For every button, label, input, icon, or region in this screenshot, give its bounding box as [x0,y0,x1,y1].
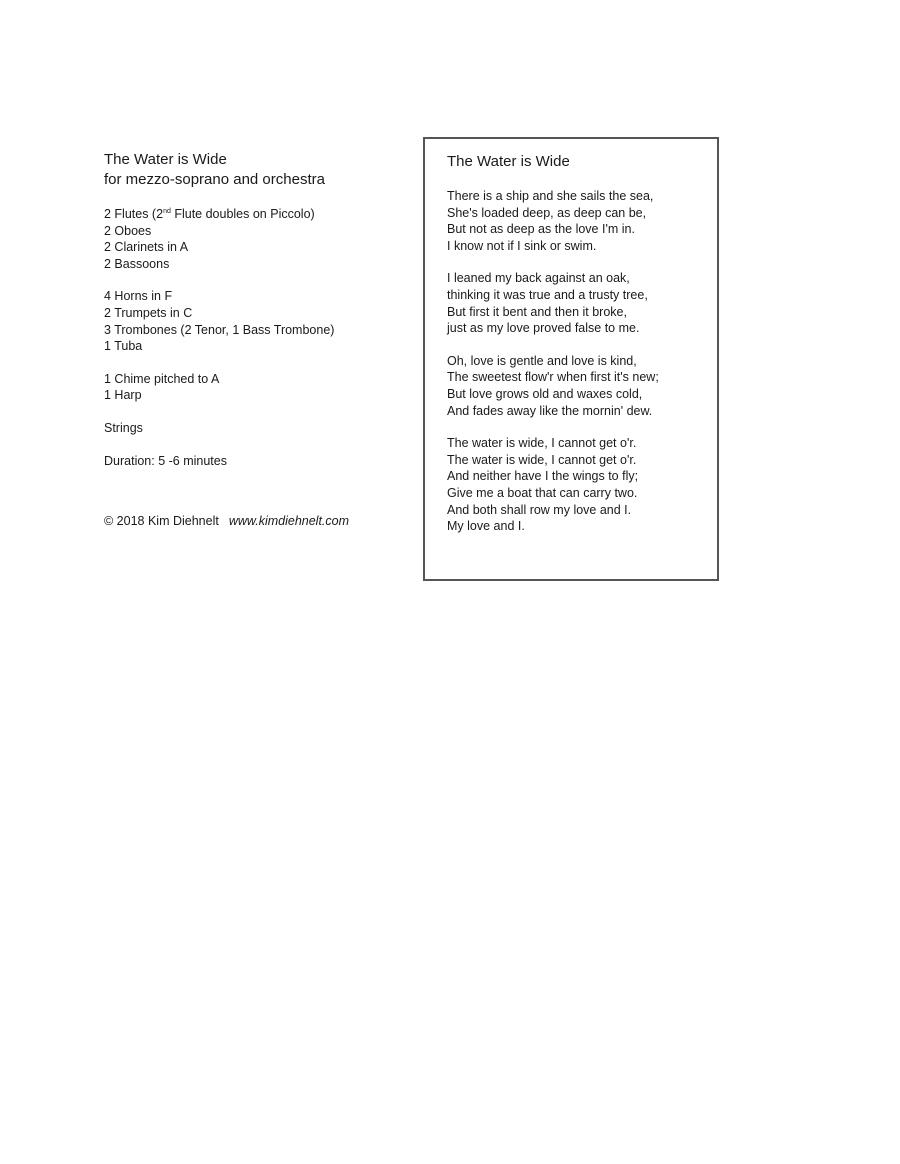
instrument-line: 2 Trumpets in C [104,305,193,320]
lyric-line: But first it bent and then it broke, [447,304,627,319]
brass-list [104,288,404,354]
instrument-line: 2 Flutes (2nd Flute doubles on Piccolo) [104,207,315,221]
lyrics-stanza [447,270,697,336]
lyrics-stanza [447,353,697,419]
lyric-line: I leaned my back against an oak, [447,271,630,286]
copyright-text: © 2018 Kim Diehnelt [104,514,219,529]
lyric-line: The water is wide, I cannot get o'r. [447,452,637,467]
instrument-line: 1 Tuba [104,339,143,354]
lyric-line: Give me a boat that can carry two. [447,485,638,500]
lyric-line: There is a ship and she sails the sea, [447,189,654,203]
percussion-list [104,371,404,404]
instrument-line: 2 Clarinets in A [104,240,189,255]
instrument-line: 1 Chime pitched to A [104,371,220,386]
instrument-line: 3 Trombones (2 Tenor, 1 Bass Trombone) [104,322,335,337]
lyric-line: And both shall row my love and I. [447,502,632,517]
instrument-line: 1 Harp [104,388,142,403]
lyric-line: The water is wide, I cannot get o'r. [447,436,637,451]
lyrics-title: The Water is Wide [447,153,570,170]
website-link[interactable]: www.kimdiehnelt.com [228,514,350,529]
lyrics-stanza [447,188,697,254]
copyright-line [104,513,404,530]
lyric-line: She's loaded deep, as deep can be, [447,205,647,220]
piece-subtitle: for mezzo-soprano and orchestra [104,171,325,188]
lyric-line: just as my love proved false to me. [447,321,640,336]
lyrics-stanza [447,435,697,535]
lyrics-box [423,137,719,581]
lyric-line: And fades away like the mornin' dew. [447,403,653,418]
lyric-line: My love and I. [447,519,525,534]
lyric-line: But not as deep as the love I'm in. [447,222,635,237]
woodwinds-list [104,206,404,272]
lyric-line: The sweetest flow'r when first it's new; [447,370,659,385]
ordinal-superscript: nd [163,207,171,215]
instrument-line: 2 Bassoons [104,256,170,271]
lyric-line: I know not if I sink or swim. [447,238,597,253]
strings-line: Strings [104,420,143,435]
piece-title: The Water is Wide [104,151,227,168]
lyric-line: But love grows old and waxes cold, [447,386,643,401]
instrument-line: 2 Oboes [104,223,152,238]
lyric-line: Oh, love is gentle and love is kind, [447,353,637,368]
instrumentation-column [104,150,404,530]
instrument-line: 4 Horns in F [104,289,173,304]
lyric-line: thinking it was true and a trusty tree, [447,287,648,302]
lyric-line: And neither have I the wings to fly; [447,469,639,484]
duration-line: Duration: 5 -6 minutes [104,453,227,468]
